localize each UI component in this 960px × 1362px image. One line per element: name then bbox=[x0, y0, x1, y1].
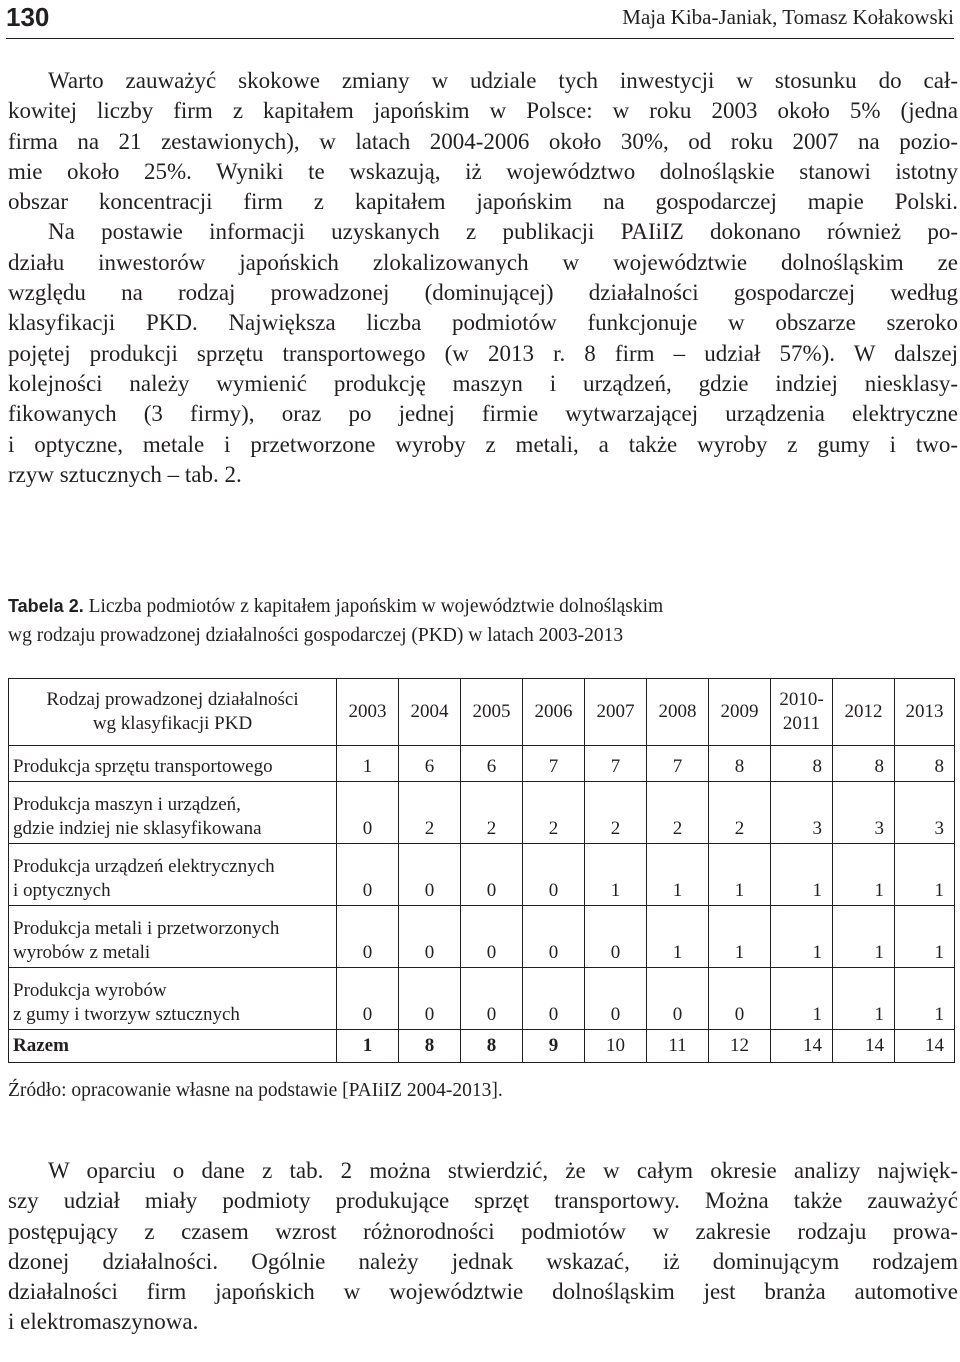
table-caption bbox=[8, 592, 958, 650]
table-cell: 1 bbox=[647, 844, 709, 906]
table-caption-title: Liczba podmiotów z kapitałem japońskim w województwie dolnośląskim bbox=[88, 596, 664, 617]
text-line: rzyw sztucznych – tab. 2. bbox=[8, 461, 242, 487]
table-row bbox=[9, 968, 955, 1030]
row-label: Produkcja maszyn i urządzeń, gdzie indziej nie sklasyfikowana bbox=[9, 782, 337, 844]
table-cell: 6 bbox=[399, 746, 461, 782]
table-cell: 0 bbox=[399, 906, 461, 968]
body-paragraph-top bbox=[8, 66, 958, 490]
table-cell-total: 8 bbox=[461, 1030, 523, 1063]
table-cell: 7 bbox=[647, 746, 709, 782]
table-cell: 8 bbox=[833, 746, 895, 782]
table-cell: 3 bbox=[771, 782, 833, 844]
table-cell: 2 bbox=[585, 782, 647, 844]
table-cell: 0 bbox=[709, 968, 771, 1030]
table-cell: 1 bbox=[895, 906, 955, 968]
table-cell: 0 bbox=[399, 844, 461, 906]
table-cell: 2 bbox=[523, 782, 585, 844]
column-header-year: 2013 bbox=[895, 679, 955, 746]
text-line: fikowanych (3 firmy), oraz po jednej firmie wytwarzającej urządzenia elektryczne bbox=[8, 401, 958, 427]
row-label: Produkcja wyrobów z gumy i tworzyw sztucznych bbox=[9, 968, 337, 1030]
text-line: mie około 25%. Wyniki te wskazują, iż województwo dolnośląskie stanowi istotny bbox=[8, 158, 958, 184]
text-line: dzonej działalności. Ogólnie należy jednak wskazać, iż dominującym rodzajem bbox=[8, 1248, 958, 1274]
table-cell: 7 bbox=[585, 746, 647, 782]
text-line: i optyczne, metale i przetworzone wyroby z metali, a także wyroby z gumy i two- bbox=[8, 431, 958, 457]
table-cell: 0 bbox=[337, 782, 399, 844]
table-cell: 7 bbox=[523, 746, 585, 782]
table-cell: 0 bbox=[337, 844, 399, 906]
table-cell: 1 bbox=[709, 906, 771, 968]
table-cell: 1 bbox=[833, 968, 895, 1030]
text-line: kowitej liczby firm z kapitałem japońskim w Polsce: w roku 2003 około 5% (jedna bbox=[8, 98, 958, 124]
table-cell: 1 bbox=[895, 968, 955, 1030]
table-row bbox=[9, 782, 955, 844]
table-row bbox=[9, 844, 955, 906]
text-line: firma na 21 zestawionych), w latach 2004-2006 około 30%, od roku 2007 na pozio- bbox=[8, 128, 958, 154]
table-cell: 2 bbox=[399, 782, 461, 844]
page-number: 130 bbox=[6, 2, 50, 32]
column-header-category bbox=[9, 679, 337, 746]
table-cell: 1 bbox=[771, 844, 833, 906]
table-cell-total: 12 bbox=[709, 1030, 771, 1063]
table-row bbox=[9, 746, 955, 782]
table-cell-total: 1 bbox=[337, 1030, 399, 1063]
text-line: kolejności należy wymienić produkcję maszyn i urządzeń, gdzie indziej niesklasy- bbox=[8, 370, 958, 396]
table-cell: 6 bbox=[461, 746, 523, 782]
table-cell: 0 bbox=[585, 968, 647, 1030]
text-line: postępujący z czasem wzrost różnorodności podmiotów w zakresie rodzaju prowa- bbox=[8, 1218, 958, 1244]
table-cell: 0 bbox=[523, 844, 585, 906]
text-line: W oparciu o dane z tab. 2 można stwierdzić, że w całym okresie analizy najwięk- bbox=[48, 1158, 958, 1183]
row-label: Produkcja metali i przetworzonych wyrobów z metali bbox=[9, 906, 337, 968]
table-cell: 0 bbox=[461, 906, 523, 968]
table-cell-total: 11 bbox=[647, 1030, 709, 1063]
table-cell: 3 bbox=[833, 782, 895, 844]
text-line: i elektromaszynowa. bbox=[8, 1309, 199, 1335]
table-cell-total: 8 bbox=[399, 1030, 461, 1063]
table-cell: 0 bbox=[523, 906, 585, 968]
table-cell: 1 bbox=[647, 906, 709, 968]
row-label-total: Razem bbox=[9, 1030, 337, 1063]
table-cell: 1 bbox=[833, 844, 895, 906]
text-line: klasyfikacji PKD. Największa liczba podmiotów funkcjonuje w obszarze szeroko bbox=[8, 310, 958, 336]
table-cell-total: 14 bbox=[833, 1030, 895, 1063]
text-line: obszar koncentracji firm z kapitałem japońskim na gospodarczej mapie Polski. bbox=[8, 189, 958, 215]
table-cell: 8 bbox=[771, 746, 833, 782]
column-header-year: 2010- 2011 bbox=[771, 679, 833, 746]
table-cell: 8 bbox=[709, 746, 771, 782]
header-rule bbox=[6, 38, 954, 39]
running-head bbox=[6, 0, 954, 34]
table-cell: 0 bbox=[461, 844, 523, 906]
text-line: pojętej produkcji sprzętu transportowego (w 2013 r. 8 firm – udział 57%). W dalszej bbox=[8, 340, 958, 366]
table-cell-total: 14 bbox=[895, 1030, 955, 1063]
table-cell: 2 bbox=[647, 782, 709, 844]
table-cell: 0 bbox=[461, 968, 523, 1030]
table-cell: 3 bbox=[895, 782, 955, 844]
table-cell: 0 bbox=[337, 968, 399, 1030]
table-cell: 1 bbox=[337, 746, 399, 782]
body-paragraph-bottom bbox=[8, 1156, 958, 1338]
table-cell: 0 bbox=[337, 906, 399, 968]
table-cell: 1 bbox=[771, 906, 833, 968]
table-cell-total: 14 bbox=[771, 1030, 833, 1063]
data-table bbox=[8, 678, 955, 1063]
table-source-note: Źródło: opracowanie własne na podstawie [PAIiIZ 2004-2013]. bbox=[8, 1080, 503, 1101]
text-line: Warto zauważyć skokowe zmiany w udziale tych inwestycji w stosunku do cał- bbox=[48, 68, 958, 93]
row-label: Produkcja urządzeń elektrycznych i optycznych bbox=[9, 844, 337, 906]
column-header-year: 2007 bbox=[585, 679, 647, 746]
column-header-year: 2008 bbox=[647, 679, 709, 746]
table-total-row bbox=[9, 1030, 955, 1063]
column-header-category-line: wg klasyfikacji PKD bbox=[92, 713, 253, 734]
table-cell: 1 bbox=[895, 844, 955, 906]
column-header-year: 2003 bbox=[337, 679, 399, 746]
table-cell: 8 bbox=[895, 746, 955, 782]
table-cell: 1 bbox=[585, 844, 647, 906]
table-cell: 0 bbox=[585, 906, 647, 968]
table-cell: 0 bbox=[523, 968, 585, 1030]
table-cell: 0 bbox=[647, 968, 709, 1030]
text-line: względu na rodzaj prowadzonej (dominującej) działalności gospodarczej według bbox=[8, 280, 958, 306]
text-line: działu inwestorów japońskich zlokalizowanych w województwie dolnośląskim ze bbox=[8, 249, 958, 275]
table-cell: 1 bbox=[833, 906, 895, 968]
text-line: Na postawie informacji uzyskanych z publikacji PAIiIZ dokonano również po- bbox=[48, 219, 958, 245]
column-header-year: 2006 bbox=[523, 679, 585, 746]
table-cell: 0 bbox=[399, 968, 461, 1030]
table-cell: 1 bbox=[709, 844, 771, 906]
table-caption-title-cont: wg rodzaju prowadzonej działalności gospodarczej (PKD) w latach 2003-2013 bbox=[8, 625, 624, 646]
column-header-year: 2012 bbox=[833, 679, 895, 746]
text-line: działalności firm japońskich w województwie dolnośląskim jest branża automotive bbox=[8, 1279, 958, 1305]
text-line: szy udział miały podmioty produkujące sprzęt transportowy. Można także zauważyć bbox=[8, 1188, 958, 1214]
table-header-row bbox=[9, 679, 955, 746]
column-header-year: 2004 bbox=[399, 679, 461, 746]
table-cell-total: 10 bbox=[585, 1030, 647, 1063]
table-cell: 2 bbox=[709, 782, 771, 844]
running-head-authors: Maja Kiba-Janiak, Tomasz Kołakowski bbox=[622, 5, 954, 29]
table-cell-total: 9 bbox=[523, 1030, 585, 1063]
column-header-year: 2005 bbox=[461, 679, 523, 746]
table-cell: 1 bbox=[771, 968, 833, 1030]
column-header-category-line: Rodzaj prowadzonej działalności bbox=[46, 689, 299, 710]
row-label: Produkcja sprzętu transportowego bbox=[9, 746, 337, 782]
table-cell: 2 bbox=[461, 782, 523, 844]
table-row bbox=[9, 906, 955, 968]
table-caption-label: Tabela 2. bbox=[8, 596, 84, 616]
column-header-year: 2009 bbox=[709, 679, 771, 746]
